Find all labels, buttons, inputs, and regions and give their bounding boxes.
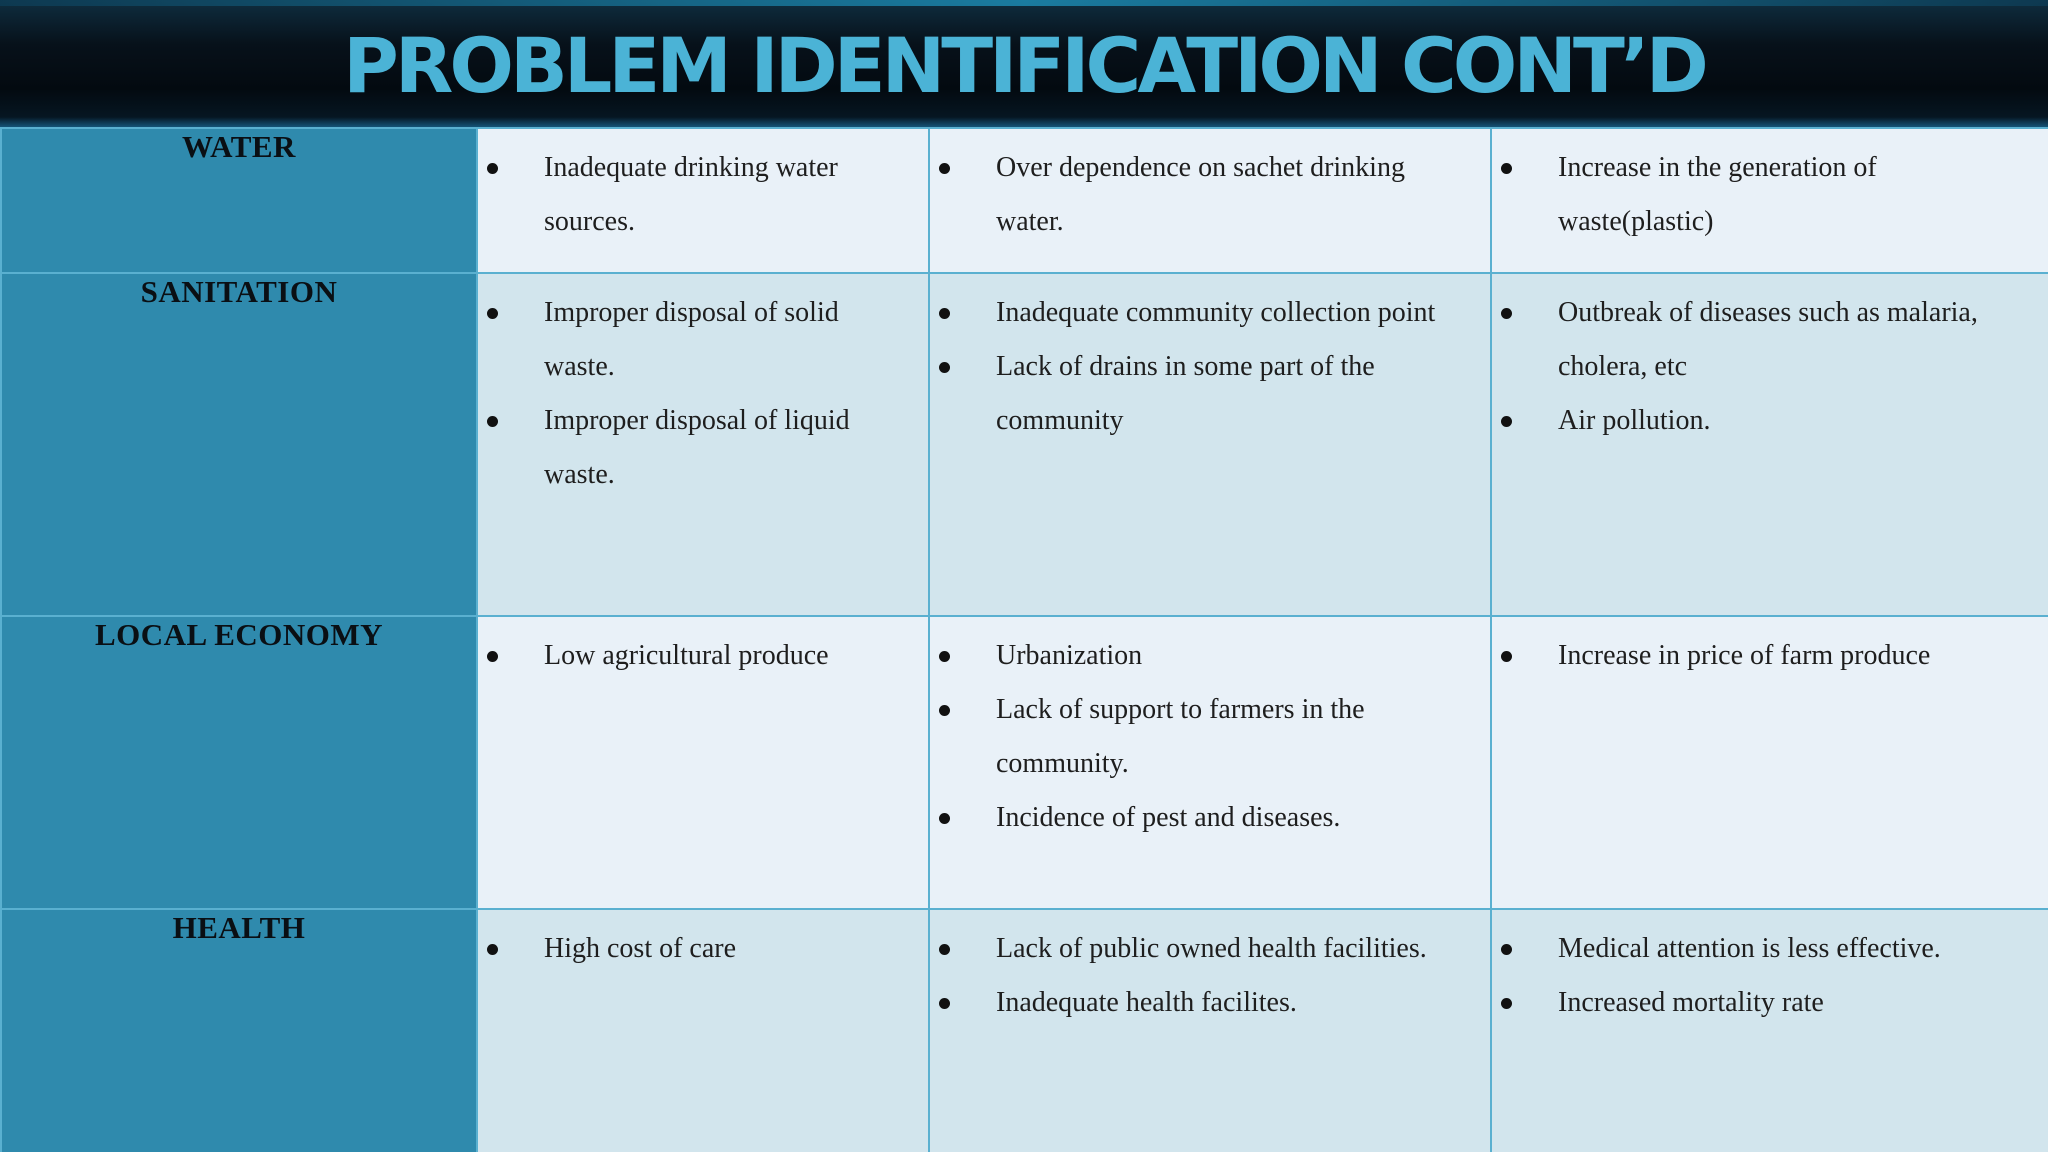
bullet-text: Low agricultural produce (544, 640, 829, 671)
bullet-text: Inadequate drinking water sources. (544, 152, 838, 237)
bullet-icon (487, 944, 498, 955)
bullet-item (930, 976, 1472, 1030)
bullet-icon (1501, 416, 1512, 427)
bullet-item (930, 791, 1472, 845)
bullet-text: Inadequate health facilites. (996, 987, 1297, 1018)
bullet-list (478, 129, 928, 249)
bullet-item (930, 340, 1472, 448)
bullet-item (1492, 141, 2030, 249)
bullet-list (1492, 129, 2048, 249)
bullet-item (478, 629, 910, 683)
bullet-text: Increase in price of farm produce (1558, 640, 1931, 671)
table-cell (929, 616, 1491, 909)
bullet-list (478, 274, 928, 502)
bullet-list (1492, 274, 2048, 448)
bullet-list (478, 617, 928, 683)
bullet-text: Urbanization (996, 640, 1143, 671)
bullet-item (478, 286, 910, 394)
table-cell (1491, 909, 2048, 1152)
bullet-list (478, 910, 928, 976)
row-header: LOCAL ECONOMY (1, 616, 477, 909)
bullet-icon (939, 163, 950, 174)
bullet-text: Incidence of pest and diseases. (996, 802, 1341, 833)
bullet-icon (1501, 651, 1512, 662)
bullet-text: Lack of support to farmers in the community. (996, 694, 1365, 779)
bullet-text: Increase in the generation of waste(plastic) (1558, 152, 1877, 237)
bullet-item (1492, 394, 2030, 448)
bullet-icon (487, 308, 498, 319)
problem-table (0, 127, 2048, 1152)
bullet-icon (939, 362, 950, 373)
table-cell (1491, 616, 2048, 909)
bullet-icon (1501, 944, 1512, 955)
bullet-item (1492, 286, 2030, 394)
bullet-item (478, 394, 910, 502)
bullet-list (930, 617, 1490, 845)
bullet-item (930, 286, 1472, 340)
table-cell (477, 909, 929, 1152)
table-row (1, 128, 2048, 273)
bullet-text: Air pollution. (1558, 405, 1711, 436)
table-cell (929, 128, 1491, 273)
bullet-text: Medical attention is less effective. (1558, 933, 1941, 964)
bullet-item (930, 629, 1472, 683)
bullet-icon (1501, 163, 1512, 174)
slide-title: PROBLEM IDENTIFICATION CONT’D (343, 21, 1705, 110)
table-cell (929, 273, 1491, 616)
bullet-item (1492, 922, 2030, 976)
bullet-icon (1501, 308, 1512, 319)
bullet-list (930, 910, 1490, 1030)
table-cell (1491, 128, 2048, 273)
bullet-item (930, 922, 1472, 976)
bullet-icon (1501, 998, 1512, 1009)
table-cell (477, 273, 929, 616)
bullet-list (930, 129, 1490, 249)
bullet-icon (487, 651, 498, 662)
bullet-icon (939, 651, 950, 662)
bullet-text: Increased mortality rate (1558, 987, 1824, 1018)
table-row (1, 616, 2048, 909)
table-row (1, 909, 2048, 1152)
table-cell (1491, 273, 2048, 616)
bullet-text: Inadequate community collection point (996, 297, 1436, 328)
bullet-item (1492, 976, 2030, 1030)
row-header: WATER (1, 128, 477, 273)
bullet-item (930, 141, 1472, 249)
bullet-text: High cost of care (544, 933, 737, 964)
bullet-item (478, 922, 910, 976)
bullet-list (1492, 617, 2048, 683)
bullet-icon (939, 998, 950, 1009)
table-cell (477, 128, 929, 273)
bullet-text: Improper disposal of solid waste. (544, 297, 839, 382)
bullet-item (1492, 629, 2030, 683)
bullet-icon (487, 163, 498, 174)
bullet-item (478, 141, 910, 249)
table-cell (929, 909, 1491, 1152)
bullet-icon (939, 813, 950, 824)
title-bar (0, 0, 2048, 127)
bullet-text: Improper disposal of liquid waste. (544, 405, 850, 490)
bullet-text: Lack of public owned health facilities. (996, 933, 1427, 964)
row-header: HEALTH (1, 909, 477, 1152)
bullet-icon (487, 416, 498, 427)
bullet-list (1492, 910, 2048, 1030)
bullet-icon (939, 705, 950, 716)
bullet-text: Lack of drains in some part of the community (996, 351, 1375, 436)
table-row (1, 273, 2048, 616)
bullet-item (930, 683, 1472, 791)
bullet-icon (939, 944, 950, 955)
bullet-list (930, 274, 1490, 448)
bullet-icon (939, 308, 950, 319)
table-cell (477, 616, 929, 909)
row-header: SANITATION (1, 273, 477, 616)
bullet-text: Over dependence on sachet drinking water. (996, 152, 1405, 237)
bullet-text: Outbreak of diseases such as malaria, cholera, etc (1558, 297, 1978, 382)
